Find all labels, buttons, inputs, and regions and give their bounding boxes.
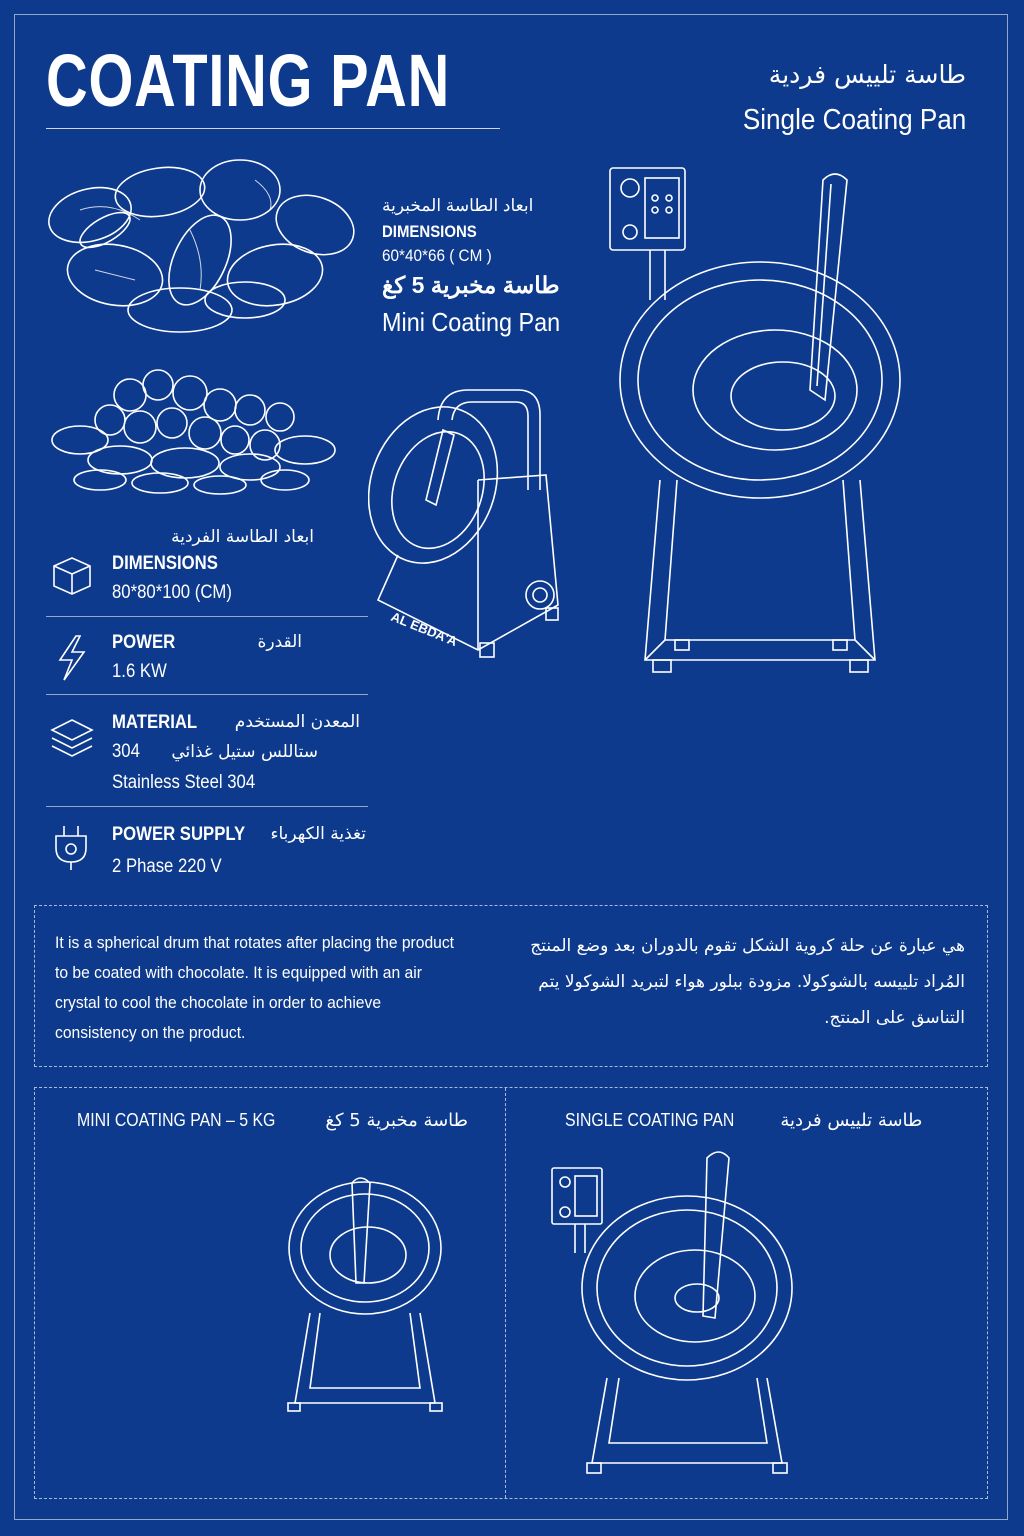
- spec-material-value-arabic: ستاللس ستيل غذائي: [171, 742, 318, 762]
- single-caption: [565, 1110, 922, 1131]
- mini-name-english: Mini Coating Pan: [382, 307, 561, 337]
- subtitle-english: Single Coating Pan: [742, 104, 966, 136]
- mini-dimensions-arabic: ابعاد الطاسة المخبرية: [382, 196, 534, 215]
- mini-caption-arabic: طاسة مخبرية 5 كغ: [325, 1110, 468, 1131]
- single-pan-front-illustration: [547, 1138, 797, 1483]
- spec-power: [46, 630, 368, 685]
- mini-dimensions-value: 60*40*66 ( CM ): [382, 246, 492, 265]
- spec-dimensions-arabic: ابعاد الطاسة الفردية: [171, 527, 314, 547]
- spec-power-arabic: القدرة: [257, 632, 302, 652]
- lightning-icon: [46, 632, 98, 684]
- mini-coating-pan-illustration: [368, 380, 583, 680]
- spec-power-value: 1.6 KW: [112, 661, 167, 682]
- mini-caption: [77, 1110, 468, 1131]
- spec-divider: [46, 694, 368, 695]
- spec-material-arabic: المعدن المستخدم: [234, 712, 360, 732]
- mini-pan-brand: AL EBDA'A: [388, 608, 460, 650]
- spec-power-label: POWER: [112, 632, 176, 653]
- single-coating-pan-illustration: [605, 160, 930, 700]
- spec-dimensions: [46, 525, 368, 605]
- mini-pan-front-illustration: [280, 1173, 450, 1413]
- spec-dimensions-value: 80*80*100 (CM): [112, 582, 232, 603]
- spec-divider: [46, 806, 368, 807]
- mini-dimensions-label: DIMENSIONS: [382, 222, 477, 241]
- almond-candies-illustration: [40, 150, 360, 335]
- spec-material-label: MATERIAL: [112, 712, 198, 733]
- spec-supply-label: POWER SUPPLY: [112, 824, 246, 845]
- single-caption-arabic: طاسة تلييس فردية: [780, 1110, 923, 1131]
- single-caption-english: SINGLE COATING PAN: [565, 1110, 735, 1130]
- description-arabic: هي عبارة عن حلة كروية الشكل تقوم بالدوران بعد وضع المنتج المُراد تلييسه بالشوكولا. مزودة ببلور هواء لتبريد الشوكولا يتم التناسق على المنتج.: [530, 936, 965, 1028]
- spec-divider: [46, 616, 368, 617]
- spec-material: [46, 710, 368, 795]
- subtitle-arabic: طاسة تلييس فردية: [768, 60, 966, 89]
- page-title: COATING PAN: [46, 39, 451, 122]
- cube-icon: [46, 550, 98, 602]
- mini-caption-english: MINI COATING PAN – 5 KG: [77, 1110, 276, 1130]
- mini-pan-info: [382, 196, 580, 338]
- mini-name-arabic: طاسة مخبرية 5 كغ: [382, 272, 560, 298]
- round-candies-illustration: [40, 355, 340, 495]
- spec-power-supply: [46, 822, 368, 882]
- comparison-divider: [505, 1088, 506, 1498]
- plug-icon: [46, 822, 98, 874]
- layers-icon: [46, 712, 98, 764]
- spec-material-value-english: Stainless Steel 304: [112, 772, 256, 793]
- description-box: [34, 905, 988, 1067]
- spec-supply-value: 2 Phase 220 V: [112, 856, 222, 877]
- spec-dimensions-label: DIMENSIONS: [112, 553, 218, 574]
- spec-supply-arabic: تغذية الكهرباء: [270, 824, 366, 844]
- description-english: It is a spherical drum that rotates after placing the product to be coated with chocolate. It is equipped with an air crystal to cool the chocolate in order to achieve consistency on the product.: [55, 933, 455, 1042]
- spec-material-grade: 304: [112, 741, 140, 762]
- comparison-box: [34, 1087, 988, 1499]
- title-divider: [46, 128, 500, 129]
